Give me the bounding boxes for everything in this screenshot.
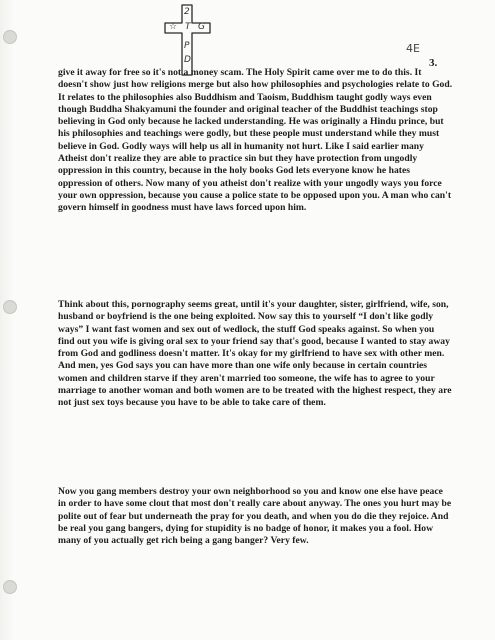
paragraph: Now you gang members destroy your own neighborhood so you and know one else have peace in order to have some clout that most don't really care about anyway. The ones you hurt may be polite out of fear but underneath the pray for you death, and when you do die they rejoice. And be real you gang bangers, dying for stupidity is no badge of honor, it makes you a fool. How many of you actually get rich being a gang banger? Very few. [58, 486, 452, 547]
cross-letter-middle: T [185, 22, 191, 32]
handwritten-tag: 4E [406, 42, 420, 55]
paragraph: Think about this, pornography seems great, until it's your daughter, sister, girlfriend, wife, son, husband or boyfriend is the one being exploited. Now say this to yourself “I don't like godly ways” I want fast women and sex out of wedlock, the stuff God speaks against. So when you find out you wife is giving oral sex to your friend say that's good, because I wanted to stay away from God and godliness doesn't matter. It's okay for my girlfriend to have sex with other men. And men, yes God says you can have more than one wife only because in certain countries women and children starve if they aren't married too someone, the wife has to agree to your marriage to another woman and both women are to be treated with the highest respect, they are not just sex toys because you have to be able to take care of them. [58, 299, 452, 409]
cross-letter-left: ☆ [169, 22, 178, 32]
cross-letter-lower: P [184, 41, 190, 51]
cross-letter-top: 2 [184, 7, 190, 17]
hand-drawn-cross [162, 3, 214, 77]
page-number: 3. [429, 57, 438, 69]
paragraph: give it away for free so it's not a money scam. The Holy Spirit came over me to do this. It doesn't show just how religions merge but also how philosophies and psychologies relate to God. It relates to the philosophies also Buddhism and Taoism, Buddhism taught godly ways even though Buddha Shakyamuni the founder and original teacher of the Buddhist teachings stop believing in God only because he lacked understanding. He was originally a Hindu prince, but his philosophies and teachings were godly, but these people must understand while they must believe in God. Godly ways will help us all in humanity not hurt. Like I said earlier many Atheist don't realize they are able to practice sin but they have protection from ungodly oppression in this country, because in the holy books God lets everyone know he hates oppression of others. Now many of you atheist don't realize with your ungodly ways you force your own oppression, because you cause a police state to be opposed upon you. A man who can't govern himself in goodness must have laws forced upon him. [58, 67, 453, 214]
cross-letter-bottom: D [184, 55, 191, 65]
cross-letter-right: G [198, 22, 205, 32]
punch-hole [3, 300, 17, 314]
punch-hole [3, 30, 17, 44]
punch-hole [3, 580, 17, 594]
